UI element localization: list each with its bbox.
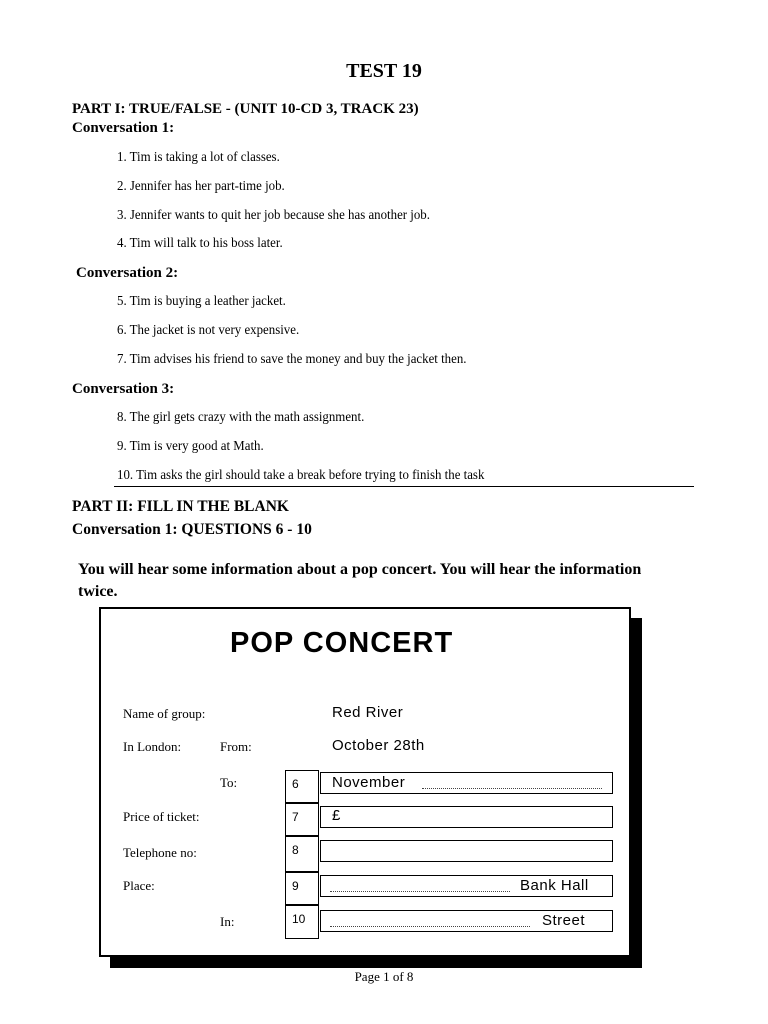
question-number: 7: [292, 810, 299, 824]
question-item: 6. The jacket is not very expensive.: [117, 323, 300, 338]
conversation-2-label: Conversation 2:: [76, 265, 179, 281]
question-number-box: [285, 905, 319, 939]
question-number: 10: [292, 912, 306, 926]
question-item: 1. Tim is taking a lot of classes.: [117, 150, 280, 165]
answer-dotted-line: [330, 891, 510, 892]
instructions-line-1: You will hear some information about a pop concert. You will hear the information: [78, 561, 642, 578]
price-value: £: [332, 807, 341, 824]
page-footer: Page 1 of 8: [354, 969, 414, 984]
question-number-box: [285, 803, 319, 836]
question-item: 10. Tim asks the girl should take a break before trying to finish the task: [117, 468, 485, 483]
part2-heading: PART II: FILL IN THE BLANK: [72, 498, 289, 515]
question-number-box: [285, 872, 319, 905]
to-label: To:: [220, 775, 238, 790]
question-number: 9: [292, 879, 299, 893]
phone-label: Telephone no:: [123, 845, 197, 860]
group-value: Red River: [332, 704, 404, 721]
question-number: 8: [292, 843, 299, 857]
conversation-3-label: Conversation 3:: [72, 381, 175, 397]
question-item: 3. Jennifer wants to quit her job because she has another job.: [117, 208, 430, 223]
page-title: TEST 19: [346, 60, 422, 82]
answer-dotted-line: [422, 788, 602, 789]
conversation-1-label: Conversation 1:: [72, 120, 175, 136]
place-label: Place:: [123, 878, 155, 893]
from-value: October 28th: [332, 737, 425, 754]
from-label: From:: [220, 739, 252, 754]
part2-subheading: Conversation 1: QUESTIONS 6 - 10: [72, 521, 312, 538]
price-answer-field[interactable]: [320, 806, 613, 828]
price-label: Price of ticket:: [123, 809, 200, 824]
to-value: November: [332, 774, 406, 791]
question-number-box: [285, 770, 319, 803]
london-label: In London:: [123, 739, 182, 754]
part1-heading: PART I: TRUE/FALSE - (UNIT 10-CD 3, TRACK 23): [72, 101, 419, 117]
instructions-line-2: twice.: [78, 583, 118, 600]
answer-dotted-line: [330, 926, 530, 927]
question-item: 2. Jennifer has her part-time job.: [117, 179, 285, 194]
question-item: 9. Tim is very good at Math.: [117, 439, 264, 454]
in-value: Street: [542, 912, 586, 929]
question-number-box: [285, 836, 319, 872]
card-title: POP CONCERT: [230, 627, 454, 659]
question-item: 7. Tim advises his friend to save the money and buy the jacket then.: [117, 352, 467, 367]
phone-answer-field[interactable]: [320, 840, 613, 862]
question-item: 4. Tim will talk to his boss later.: [117, 236, 283, 251]
place-value: Bank Hall: [520, 877, 589, 894]
section-divider: [114, 486, 694, 487]
question-item: 5. Tim is buying a leather jacket.: [117, 294, 286, 309]
group-label: Name of group:: [123, 706, 206, 721]
in-label: In:: [220, 914, 235, 929]
question-item: 8. The girl gets crazy with the math assignment.: [117, 410, 365, 425]
question-number: 6: [292, 777, 299, 791]
